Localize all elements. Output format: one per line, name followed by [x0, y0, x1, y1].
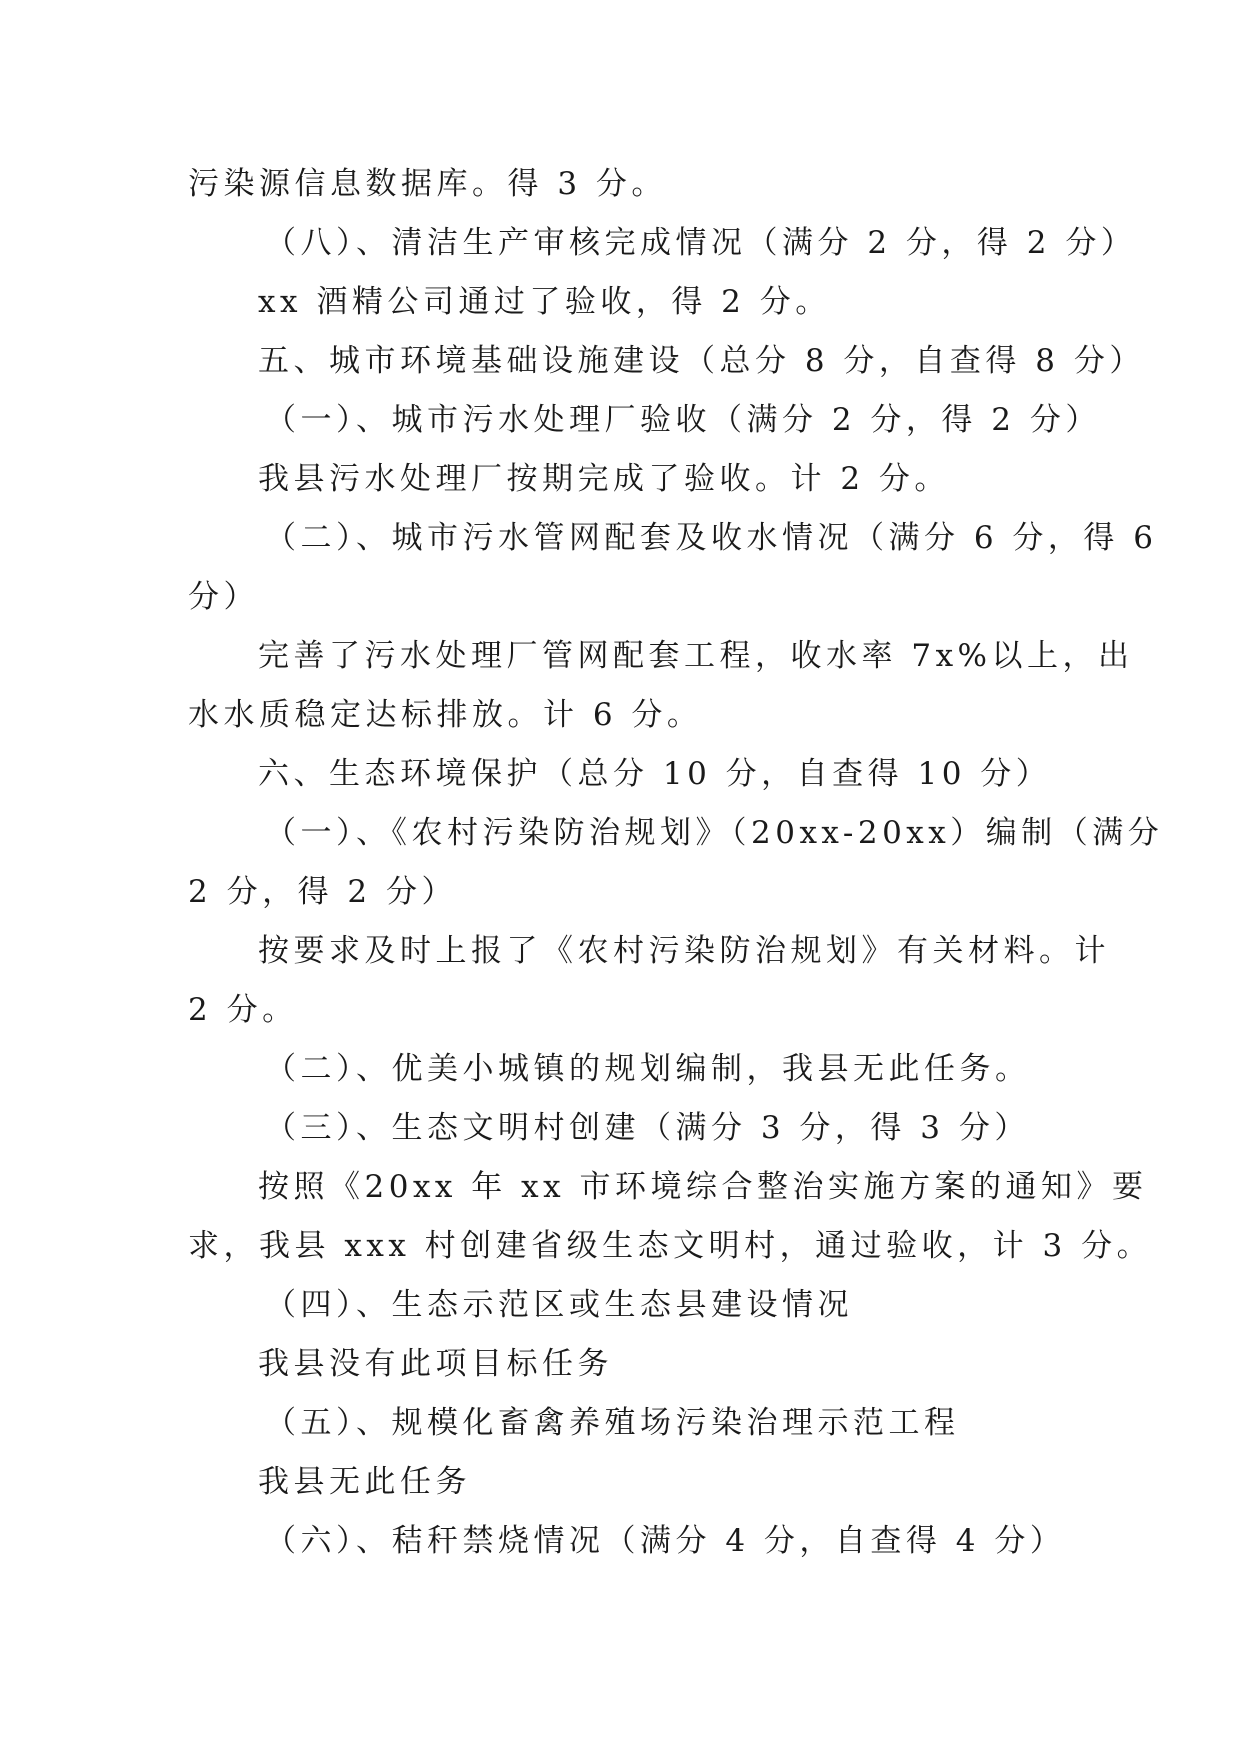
- text-line: 污染源信息数据库。得 3 分。: [188, 166, 667, 202]
- text-line: 按照《20xx 年 xx 市环境综合整治实施方案的通知》要: [258, 1169, 1148, 1205]
- section-heading: （五）、规模化畜禽养殖场污染治理示范工程: [265, 1405, 960, 1441]
- section-heading: （三）、生态文明村创建（满分 3 分，得 3 分）: [265, 1110, 1030, 1146]
- section-heading: 六、生态环境保护（总分 10 分，自查得 10 分）: [258, 756, 1052, 792]
- section-heading: （八）、清洁生产审核完成情况（满分 2 分，得 2 分）: [265, 225, 1137, 261]
- text-line: 按要求及时上报了《农村污染防治规划》有关材料。计: [258, 933, 1110, 969]
- text-line: 2 分，得 2 分）: [188, 874, 458, 910]
- text-line: 我县没有此项目标任务: [258, 1346, 613, 1382]
- section-heading: （二）、城市污水管网配套及收水情况（满分 6 分，得 6: [265, 520, 1158, 556]
- text-line: 完善了污水处理厂管网配套工程，收水率 7x%以上，出: [258, 638, 1134, 674]
- text-line: xx 酒精公司通过了验收，得 2 分。: [258, 284, 831, 320]
- text-line: 分）: [188, 579, 259, 615]
- text-line: 水水质稳定达标排放。计 6 分。: [188, 697, 703, 733]
- text-line: 我县无此任务: [258, 1464, 471, 1500]
- section-heading: 五、城市环境基础设施建设（总分 8 分，自查得 8 分）: [258, 343, 1145, 379]
- text-line: 2 分。: [188, 992, 298, 1028]
- section-heading: （一）、城市污水处理厂验收（满分 2 分，得 2 分）: [265, 402, 1101, 438]
- text-line: 我县污水处理厂按期完成了验收。计 2 分。: [258, 461, 950, 497]
- section-heading: （二）、优美小城镇的规划编制，我县无此任务。: [265, 1051, 1031, 1087]
- text-line: 求，我县 xxx 村创建省级生态文明村，通过验收，计 3 分。: [188, 1228, 1153, 1264]
- section-heading: （六）、秸秆禁烧情况（满分 4 分，自查得 4 分）: [265, 1523, 1066, 1559]
- section-heading: （四）、生态示范区或生态县建设情况: [265, 1287, 853, 1323]
- section-heading: （一）、《农村污染防治规划》（20xx-20xx）编制（满分: [265, 815, 1164, 851]
